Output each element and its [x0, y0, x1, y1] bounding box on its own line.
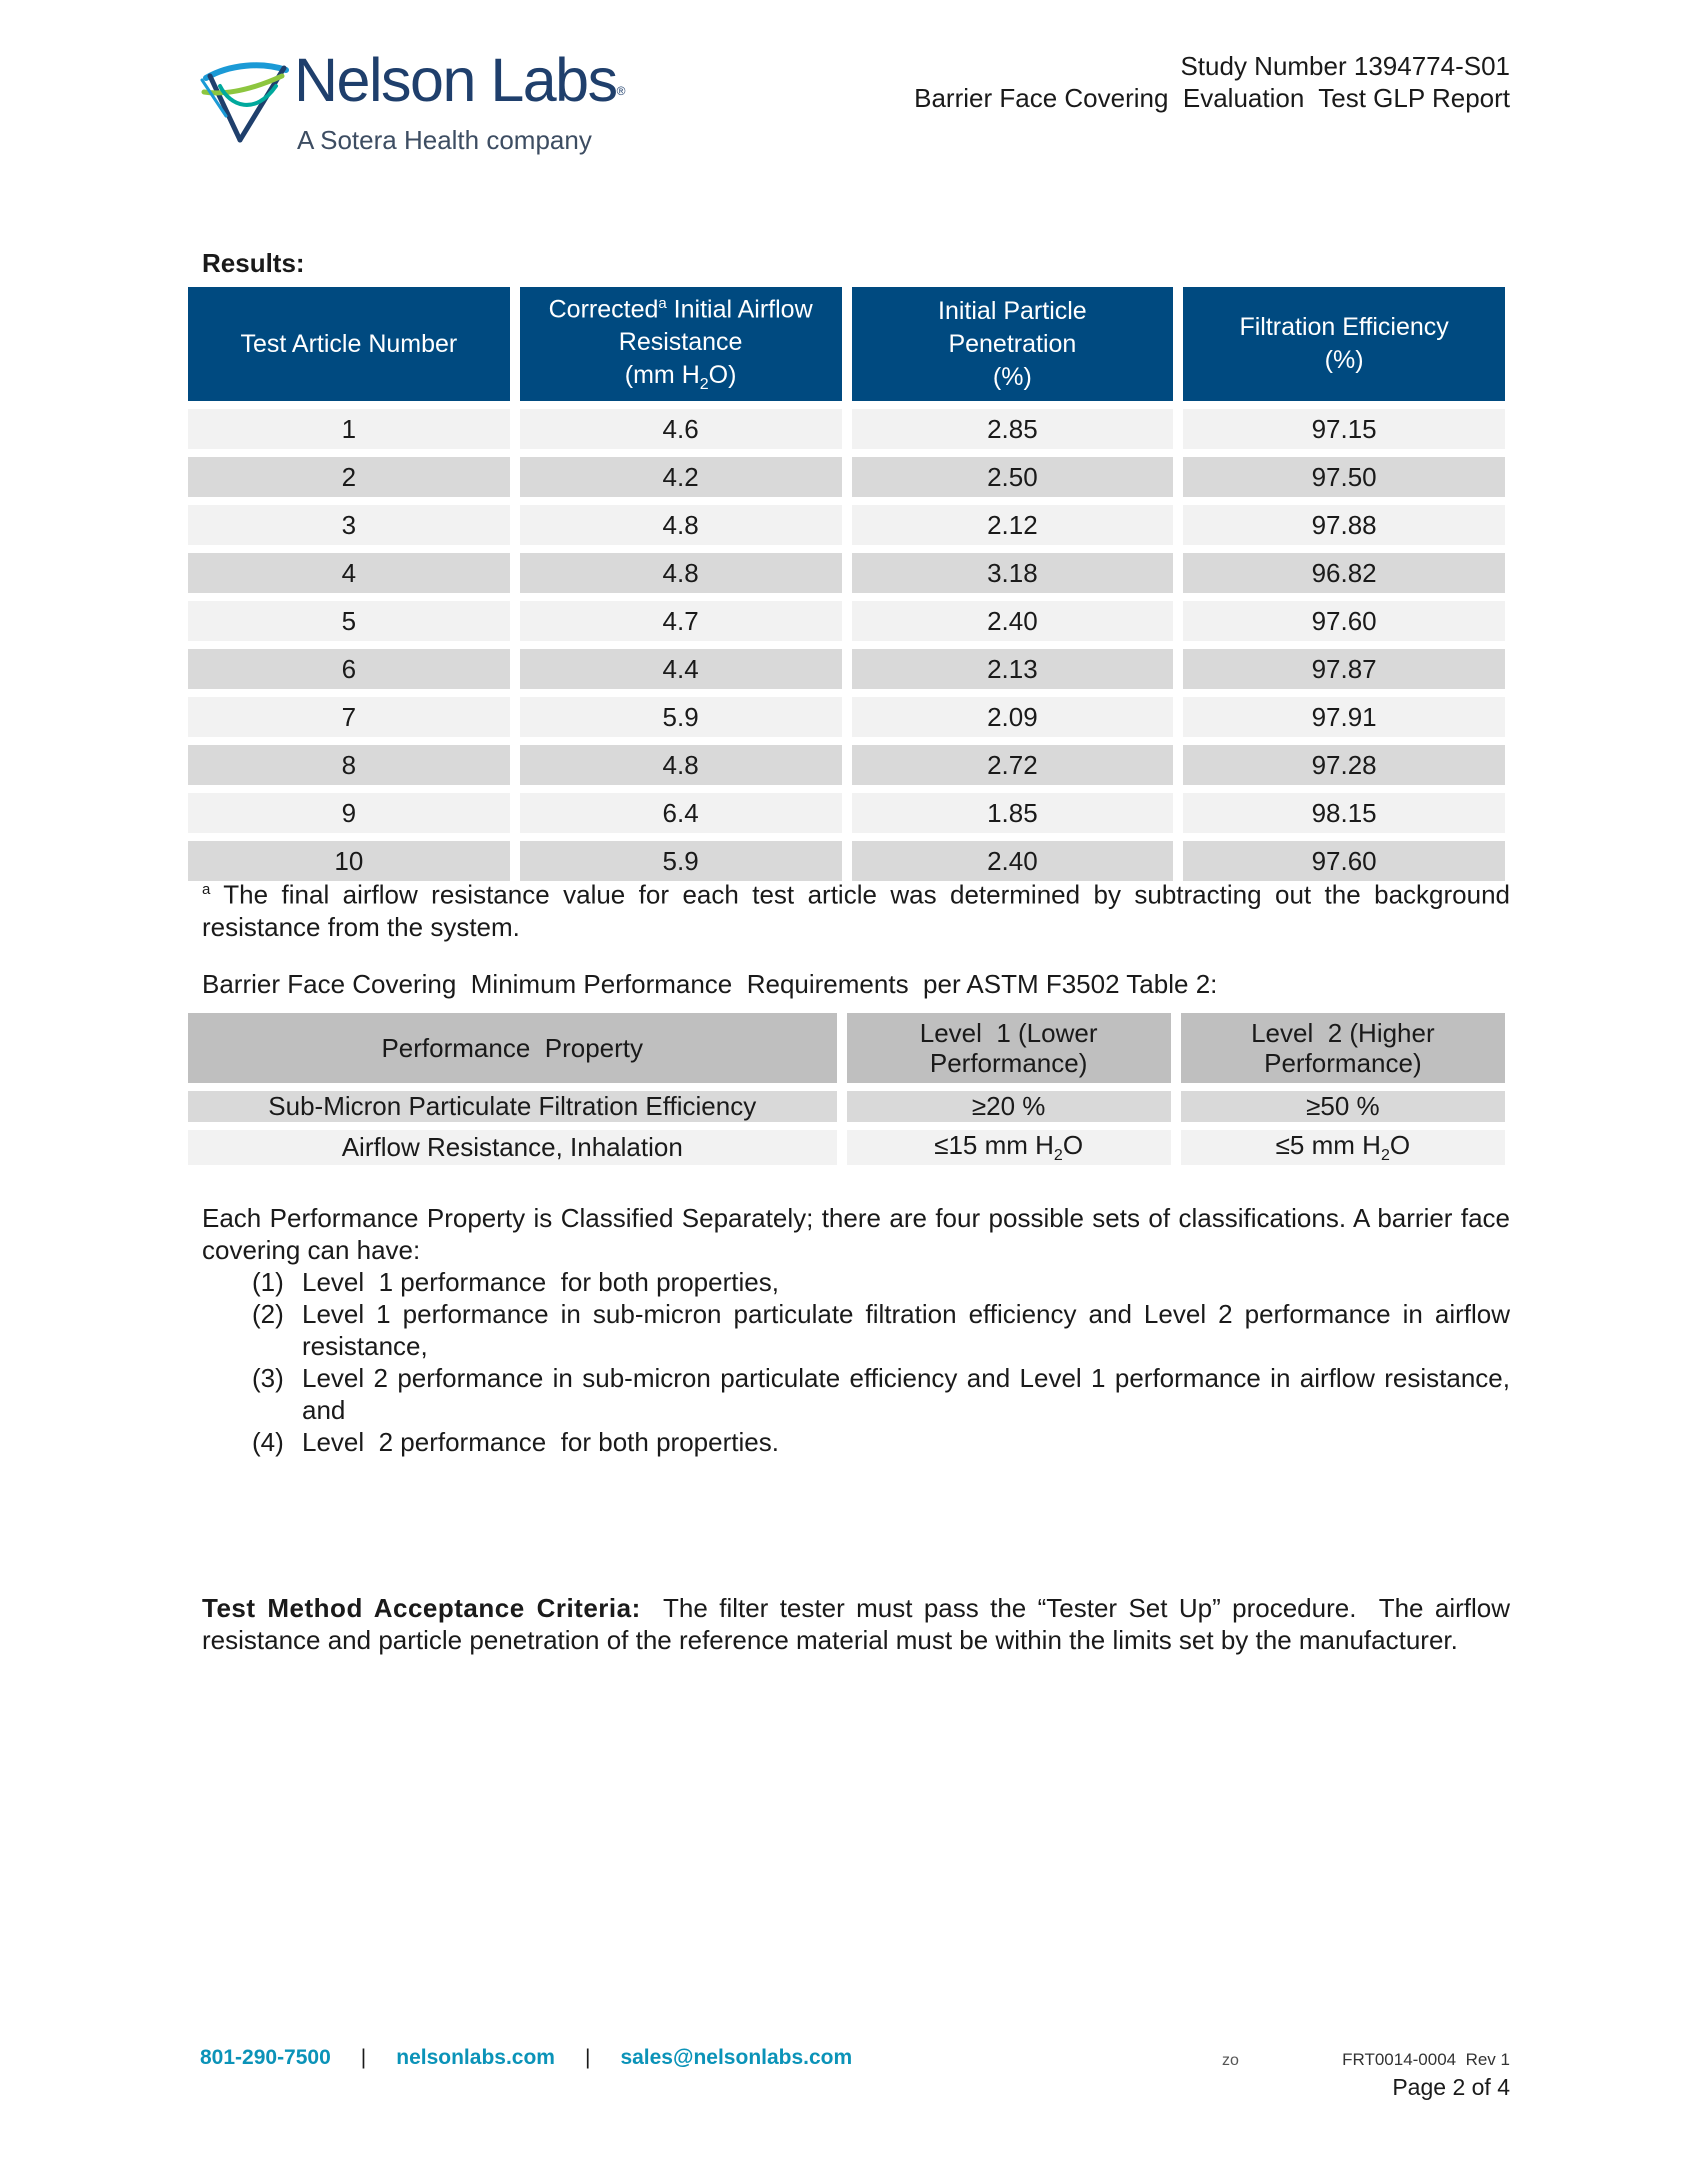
- table-row: 3 4.8 2.12 97.88: [188, 505, 1505, 545]
- table-row: 4 4.8 3.18 96.82: [188, 553, 1505, 593]
- results-footnote: $^a$ The final airflow resistance value for each test article was determined by subtracting out the background resistance from the system.: [202, 879, 1510, 942]
- footer-phone-link[interactable]: 801-290-7500: [200, 2046, 331, 2069]
- classification-intro: Each Performance Property is Classified Separately; there are four possible sets of classifications. A barrier face covering can have:: [202, 1203, 1510, 1265]
- study-number: Study Number 1394774-S01: [1180, 51, 1510, 81]
- results-header-row: [188, 287, 1505, 401]
- table-row: Sub-Micron Particulate Filtration Efficiency ≥20 % ≥50 %: [188, 1091, 1505, 1122]
- col-performance-property: Performance Property: [188, 1013, 837, 1083]
- acceptance-criteria: [202, 1592, 1518, 1656]
- table-row: 8 4.8 2.72 97.28: [188, 745, 1505, 785]
- table-row: 9 6.4 1.85 98.15: [188, 793, 1505, 833]
- requirements-table: [178, 1005, 1515, 1173]
- requirements-title: Barrier Face Covering Minimum Performance Requirements per ASTM F3502 Table 2:: [202, 969, 1218, 999]
- results-title: Results:: [202, 248, 305, 278]
- list-item: (2) Level 1 performance in sub-micron particulate filtration efficiency and Level 2 performance in airflow resistance,: [252, 1299, 1510, 1361]
- brand-tagline: A Sotera Health company: [297, 125, 592, 155]
- table-row: 7 5.9 2.09 97.91: [188, 697, 1505, 737]
- col-level-2: Level 2 (Higher Performance): [1181, 1013, 1505, 1083]
- brand-name: Nelson Labs®: [294, 46, 626, 114]
- report-title: Barrier Face Covering Evaluation Test GLP Report: [914, 83, 1510, 113]
- acceptance-label: Test Method Acceptance Criteria:: [202, 1593, 641, 1623]
- footer-website-link[interactable]: nelsonlabs.com: [396, 2046, 555, 2069]
- results-table: [178, 279, 1515, 889]
- classification-list: [202, 1266, 1510, 1458]
- col-airflow-resistance: Corrected$^a$ Initial Airflow Resistance (mm $H_2O$): [520, 287, 842, 401]
- footer-email-link[interactable]: sales@nelsonlabs.com: [620, 2046, 853, 2069]
- report-header: [914, 50, 1510, 114]
- table-row: Airflow Resistance, Inhalation ≤15 mm $H_2O$ ≤5 mm $H_2O$: [188, 1130, 1505, 1165]
- list-item: (4) Level 2 performance for both properties.: [252, 1427, 779, 1457]
- table-row: 5 4.7 2.40 97.60: [188, 601, 1505, 641]
- acceptance-text: The filter tester must pass the “Tester Set Up” procedure. The airflow resistance and particle penetration of the reference material must be within the limits set by the manufacturer.: [202, 1593, 1518, 1655]
- table-row: 10 5.9 2.40 97.60: [188, 841, 1505, 881]
- col-level-1: Level 1 (Lower Performance): [847, 1013, 1171, 1083]
- table-row: 2 4.2 2.50 97.50: [188, 457, 1505, 497]
- page-number: Page 2 of 4: [1392, 2074, 1510, 2100]
- col-filtration-efficiency: Filtration Efficiency (%): [1183, 287, 1505, 401]
- table-row: 1 4.6 2.85 97.15: [188, 409, 1505, 449]
- logo-mark-icon: [200, 56, 292, 148]
- list-item: (3) Level 2 performance in sub-micron particulate efficiency and Level 1 performance in airflow resistance, and: [252, 1363, 1510, 1425]
- col-test-article-number: Test Article Number: [188, 287, 510, 401]
- table-row: 6 4.4 2.13 97.87: [188, 649, 1505, 689]
- requirements-header-row: [188, 1013, 1505, 1083]
- col-particle-penetration: Initial Particle Penetration (%): [852, 287, 1174, 401]
- classification-section: [202, 1202, 1510, 1458]
- footer-initials: zo: [1222, 2052, 1239, 2069]
- list-item: (1) Level 1 performance for both properties,: [252, 1267, 779, 1297]
- footer-form-id: FRT0014-0004 Rev 1: [1342, 2050, 1510, 2069]
- company-logo: [200, 46, 660, 167]
- footer-contact: 801-290-7500 | nelsonlabs.com | sales@nelsonlabs.com: [200, 2046, 853, 2069]
